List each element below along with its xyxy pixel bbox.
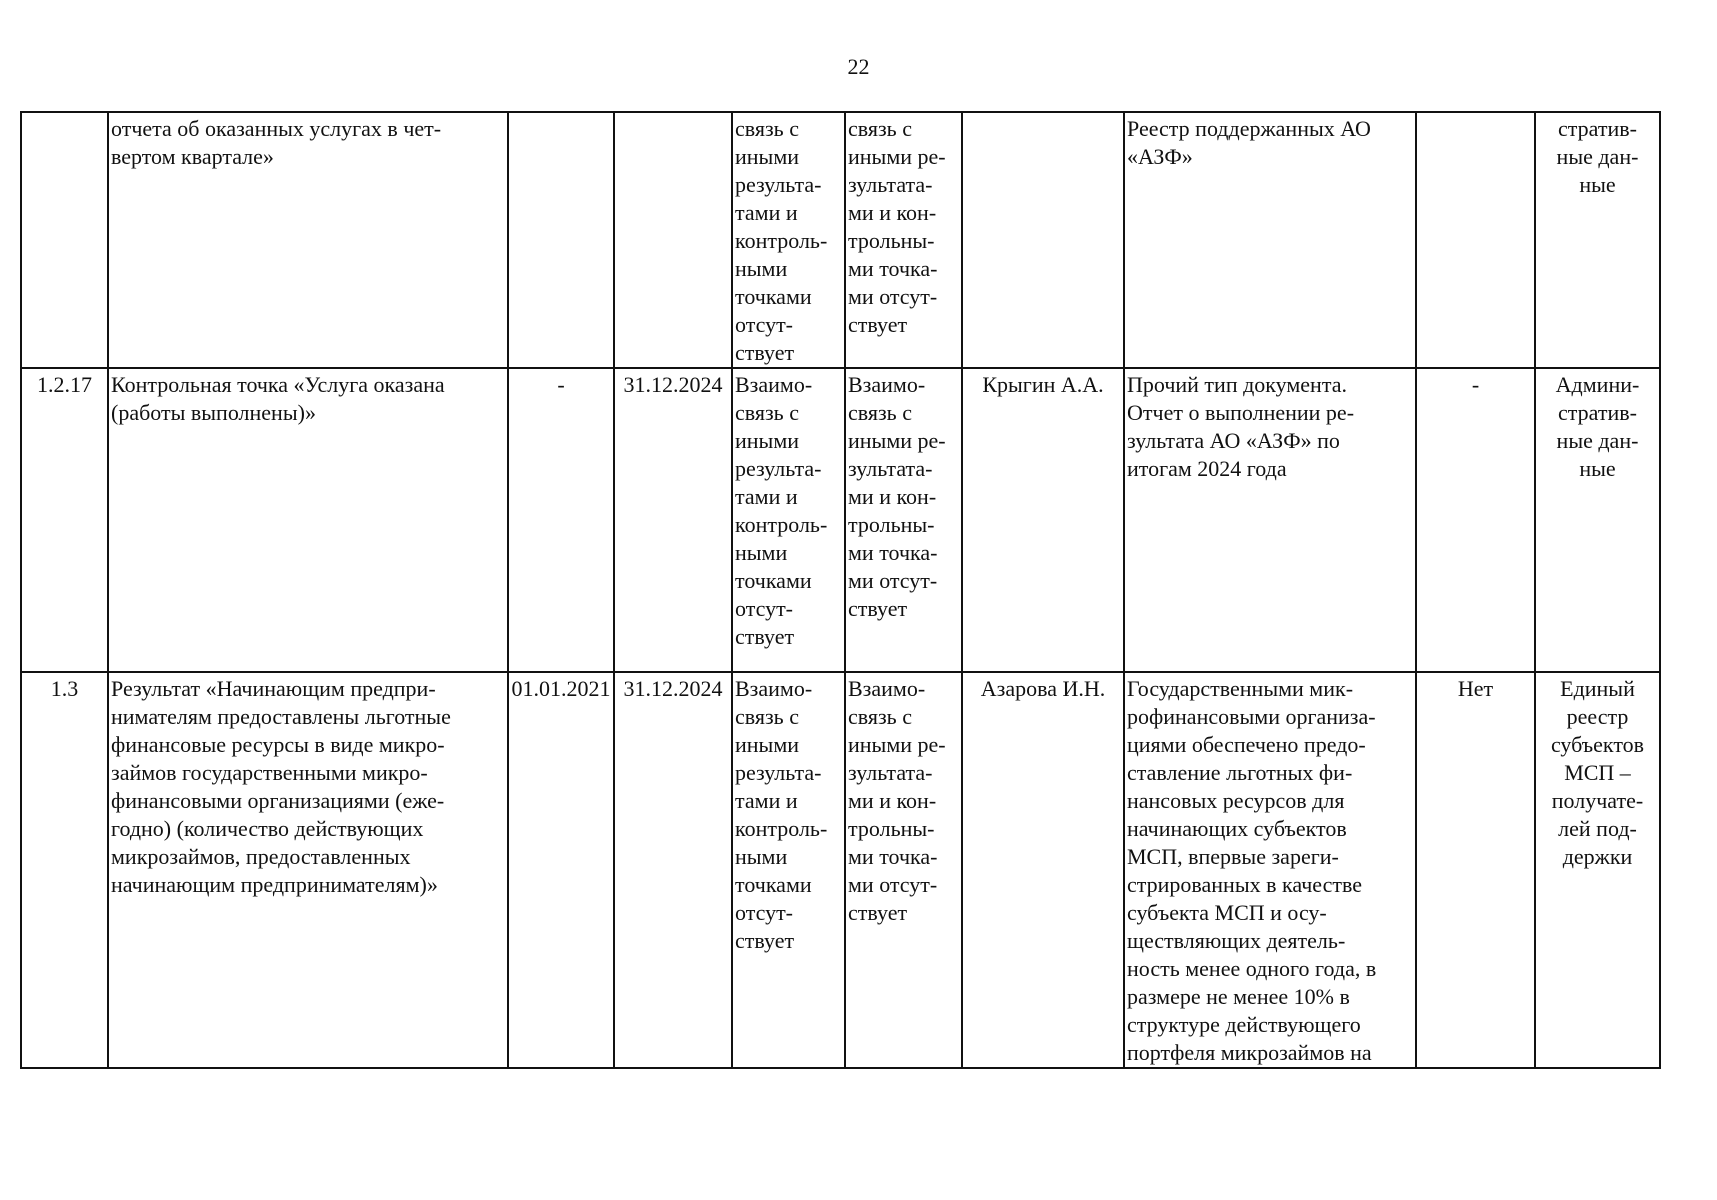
- cell-number-text: 1.3: [50, 676, 79, 701]
- cell-responsible: [962, 112, 1124, 368]
- cell-document-text: Государственными мик- рофинансовыми организа- циями обеспечено предо- ставление льготных фи- нансовых ресурсов для начинающих субъектов МСП, впервые зареги- стрированных в качестве субъекта МСП и осу- ществляющих деятель- ность менее одного года, в размере не менее 10% в структуре действующего портфеля микрозаймов на: [1127, 676, 1377, 1065]
- cell-name-text: отчета об оказанных услугах в чет- вертом квартале»: [111, 116, 442, 169]
- cell-relation-previous: [732, 672, 845, 1068]
- cell-name: [108, 672, 508, 1068]
- cell-document-text: Прочий тип документа. Отчет о выполнении ре- зультата АО «АЗФ» по итогам 2024 года: [1127, 372, 1355, 481]
- cell-flag-text: -: [1471, 372, 1480, 397]
- cell-source: [1535, 112, 1660, 368]
- cell-start-date: [508, 112, 614, 368]
- cell-number-text: 1.2.17: [37, 372, 92, 397]
- cell-document: [1124, 112, 1416, 368]
- cell-start-date: [508, 672, 614, 1068]
- cell-end-date: [614, 368, 732, 672]
- cell-source-text: стратив- ные дан- ные: [1556, 116, 1639, 197]
- cell-end-date: [614, 112, 732, 368]
- cell-relation-previous-text: связь с иными результа- тами и контроль- ными точками отсут- ствует: [735, 116, 828, 365]
- cell-relation-next: [845, 672, 962, 1068]
- cell-relation-next: [845, 112, 962, 368]
- cell-relation-previous: [732, 112, 845, 368]
- control-points-table: [20, 111, 1661, 1069]
- cell-name: [108, 112, 508, 368]
- cell-flag: [1416, 672, 1535, 1068]
- cell-relation-next: [845, 368, 962, 672]
- cell-relation-next-text: Взаимо- связь с иными ре- зультата- ми и кон- трольны- ми точка- ми отсут- ствует: [848, 372, 946, 621]
- cell-relation-previous: [732, 368, 845, 672]
- cell-source: [1535, 672, 1660, 1068]
- cell-responsible: [962, 368, 1124, 672]
- cell-document: [1124, 368, 1416, 672]
- table-row: [21, 368, 1660, 672]
- cell-start-date-text: 01.01.2021: [511, 676, 611, 701]
- cell-start-date: [508, 368, 614, 672]
- cell-end-date: [614, 672, 732, 1068]
- cell-number: [21, 112, 108, 368]
- cell-source-text: Админи- стратив- ные дан- ные: [1555, 372, 1640, 481]
- cell-responsible: [962, 672, 1124, 1068]
- cell-name-text: Контрольная точка «Услуга оказана (работы выполнены)»: [111, 372, 445, 425]
- table-row: [21, 112, 1660, 368]
- cell-flag: [1416, 368, 1535, 672]
- cell-document-text: Реестр поддержанных АО «АЗФ»: [1127, 116, 1371, 169]
- cell-number: [21, 672, 108, 1068]
- cell-relation-previous-text: Взаимо- связь с иными результа- тами и контроль- ными точками отсут- ствует: [735, 676, 828, 953]
- cell-start-date-text: -: [557, 372, 565, 397]
- cell-responsible-text: Крыгин А.А.: [982, 372, 1104, 397]
- cell-name-text: Результат «Начинающим предпри- нимателям предоставлены льготные финансовые ресурсы в виде микро- займов государственными микро- финансовыми организациями (еже- годно) (количество действующих микрозаймов, предоставленных начинающим предпринимателям)»: [111, 676, 451, 897]
- cell-responsible-text: Азарова И.Н.: [980, 676, 1106, 701]
- cell-source: [1535, 368, 1660, 672]
- cell-name: [108, 368, 508, 672]
- cell-flag: [1416, 112, 1535, 368]
- cell-relation-next-text: Взаимо- связь с иными ре- зультата- ми и кон- трольны- ми точка- ми отсут- ствует: [848, 676, 946, 925]
- cell-relation-previous-text: Взаимо- связь с иными результа- тами и контроль- ными точками отсут- ствует: [735, 372, 828, 649]
- table-row: [21, 672, 1660, 1068]
- cell-flag-text: Нет: [1457, 676, 1494, 701]
- page-number: 22: [847, 54, 870, 79]
- cell-relation-next-text: связь с иными ре- зультата- ми и кон- трольны- ми точка- ми отсут- ствует: [848, 116, 946, 337]
- cell-number: [21, 368, 108, 672]
- cell-source-text: Единый реестр субъектов МСП – получате- лей под- держки: [1550, 676, 1645, 869]
- cell-end-date-text: 31.12.2024: [623, 372, 723, 397]
- cell-end-date-text: 31.12.2024: [623, 676, 723, 701]
- cell-document: [1124, 672, 1416, 1068]
